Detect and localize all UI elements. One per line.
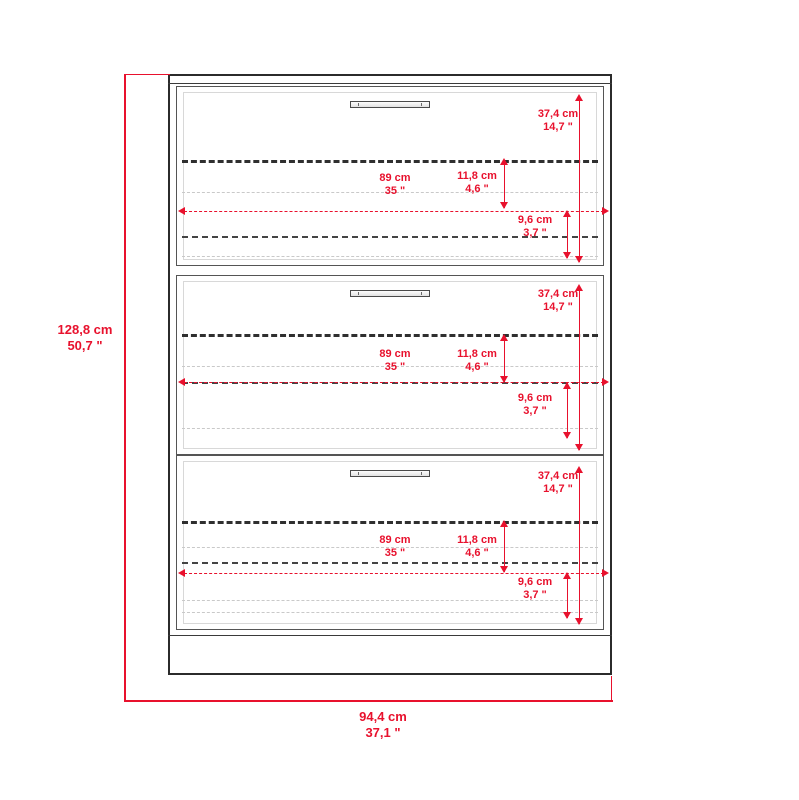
arrow-icon bbox=[178, 207, 185, 215]
arrow-icon bbox=[500, 520, 508, 527]
arrow-icon bbox=[178, 378, 185, 386]
top-base-height-label: 9,6 cm 3,7 " bbox=[517, 214, 553, 239]
bottom-width-label: 89 cm 35 " bbox=[379, 534, 411, 559]
arrow-icon bbox=[563, 572, 571, 579]
middle-base-height-label: 9,6 cm 3,7 " bbox=[517, 392, 553, 417]
arrow-icon bbox=[563, 382, 571, 389]
middle-base-height-line bbox=[567, 388, 568, 438]
arrow-icon bbox=[500, 202, 508, 209]
overall-width-label: 94,4 cm 37,1 " bbox=[359, 709, 407, 740]
drawer-top-handle[interactable] bbox=[350, 101, 430, 108]
arrow-icon bbox=[602, 378, 609, 386]
bottom-base-height-label: 9,6 cm 3,7 " bbox=[517, 576, 553, 601]
middle-width-label: 89 cm 35 " bbox=[379, 348, 411, 373]
arrow-icon bbox=[563, 612, 571, 619]
arrow-icon bbox=[563, 252, 571, 259]
top-width-label: 89 cm 35 " bbox=[379, 172, 411, 197]
middle-interior-height-line bbox=[579, 290, 580, 450]
middle-width-line bbox=[184, 382, 604, 383]
middle-front-height-label: 11,8 cm 4,6 " bbox=[457, 348, 497, 373]
guide-line bbox=[182, 521, 598, 524]
middle-interior-height-label: 37,4 cm 14,7 " bbox=[537, 288, 579, 313]
arrow-icon bbox=[500, 158, 508, 165]
guide-line bbox=[182, 256, 598, 257]
arrow-icon bbox=[563, 432, 571, 439]
arrow-icon bbox=[575, 256, 583, 263]
top-front-height-label: 11,8 cm 4,6 " bbox=[457, 170, 497, 195]
arrow-icon bbox=[500, 376, 508, 383]
bottom-front-height-label: 11,8 cm 4,6 " bbox=[457, 534, 497, 559]
arrow-icon bbox=[575, 444, 583, 451]
arrow-icon bbox=[563, 210, 571, 217]
overall-width-right-tick bbox=[611, 676, 612, 702]
bottom-width-line bbox=[184, 573, 604, 574]
arrow-icon bbox=[602, 207, 609, 215]
overall-height-guide bbox=[124, 74, 126, 701]
cabinet-top-cap bbox=[168, 74, 612, 84]
overall-height-top-tick bbox=[124, 74, 170, 75]
arrow-icon bbox=[575, 94, 583, 101]
guide-line bbox=[182, 160, 598, 163]
overall-width-guide bbox=[124, 700, 613, 702]
arrow-icon bbox=[500, 566, 508, 573]
cabinet-plinth bbox=[168, 635, 612, 675]
guide-line bbox=[182, 612, 598, 613]
arrow-icon bbox=[178, 569, 185, 577]
guide-line bbox=[182, 334, 598, 337]
guide-line bbox=[182, 428, 598, 429]
overall-height-label: 128,8 cm 50,7 " bbox=[57, 322, 113, 353]
arrow-icon bbox=[500, 334, 508, 341]
guide-line bbox=[182, 562, 598, 564]
drawer-middle-handle[interactable] bbox=[350, 290, 430, 297]
arrow-icon bbox=[602, 569, 609, 577]
drawer-bottom-handle[interactable] bbox=[350, 470, 430, 477]
arrow-icon bbox=[575, 618, 583, 625]
top-interior-height-label: 37,4 cm 14,7 " bbox=[537, 108, 579, 133]
bottom-interior-height-label: 37,4 cm 14,7 " bbox=[537, 470, 579, 495]
top-width-line bbox=[184, 211, 604, 212]
